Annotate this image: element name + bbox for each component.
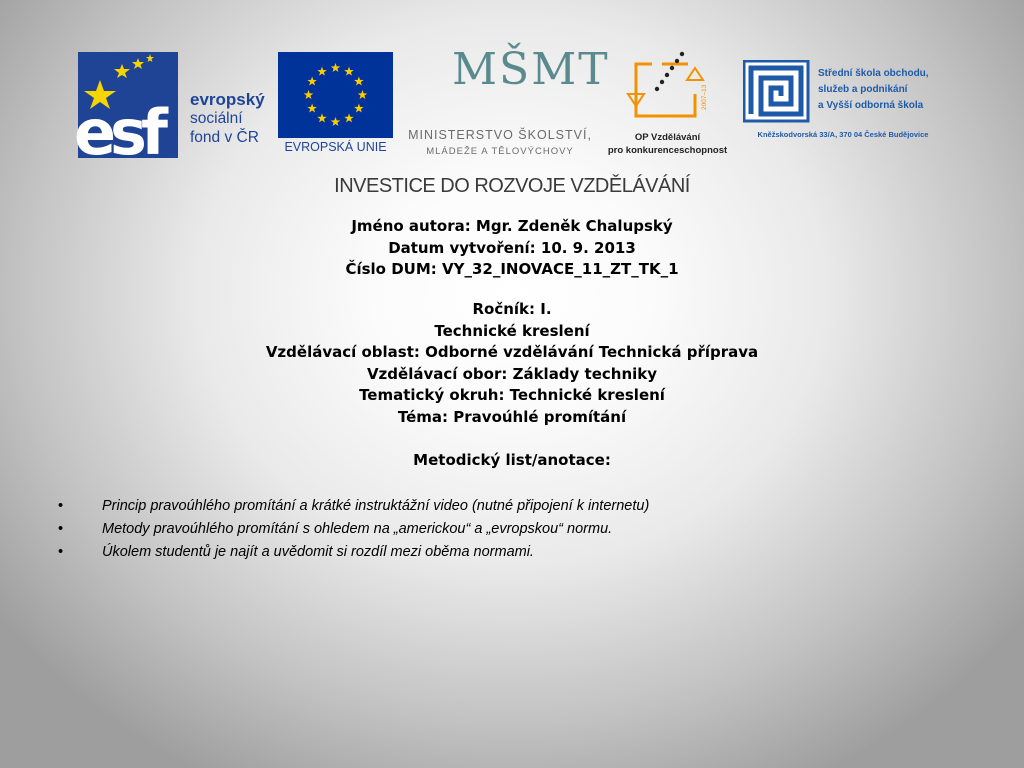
school-logo	[743, 60, 943, 146]
msmt-logo	[400, 44, 610, 160]
bullet-marker: •	[58, 544, 64, 560]
methodical-title: Metodický list/anotace:	[413, 451, 611, 469]
op-label	[600, 131, 735, 157]
grade: Ročník: I.	[472, 300, 552, 318]
bullet-marker: •	[58, 498, 64, 514]
bullet-marker: •	[58, 521, 64, 537]
eu-label: EVROPSKÁ UNIE	[284, 140, 387, 154]
author-name: Jméno autora: Mgr. Zdeněk Chalupský	[351, 217, 673, 235]
op-vertical-text: 2007–13	[701, 84, 708, 110]
thematic-area: Tematický okruh: Technické kreslení	[359, 386, 665, 404]
creation-date: Datum vytvoření: 10. 9. 2013	[388, 238, 636, 257]
esf-line1: evropský	[190, 90, 265, 109]
school-line1: Střední škola obchodu,	[818, 68, 929, 79]
op-mark-icon	[600, 50, 735, 130]
op-line1: OP Vzdělávání	[634, 132, 701, 143]
list-item-text: Princip pravoúhlého promítání a krátké instruktážní video (nutné připojení k internetu)	[102, 498, 650, 514]
eu-flag-icon	[278, 52, 393, 138]
list-item	[58, 518, 649, 541]
msmt-sub: MLÁDEŽE A TĚLOVÝCHOVY	[426, 146, 574, 157]
school-address: Kněžskodvorská 33/A, 370 04 České Budějovice	[757, 130, 929, 139]
subject: Technické kreslení	[434, 321, 590, 340]
school-spiral-icon	[743, 60, 813, 124]
list-item	[58, 495, 649, 518]
eu-logo	[278, 52, 393, 160]
investice-headline: INVESTICE DO ROZVOJE VZDĚLÁVÁNÍ	[334, 175, 690, 197]
dum-number: Číslo DUM: VY_32_INOVACE_11_ZT_TK_1	[345, 260, 679, 278]
school-line2: služeb a podnikání	[818, 84, 908, 95]
author-info	[0, 216, 1024, 281]
esf-text	[190, 90, 265, 147]
school-line3: a Vyšší odborná škola	[818, 100, 924, 111]
esf-line3: fond v ČR	[190, 129, 259, 146]
esf-mark-text: esf	[76, 96, 162, 158]
msmt-name: MINISTERSTVO ŠKOLSTVÍ,	[408, 128, 592, 142]
topic: Téma: Pravoúhlé promítání	[397, 407, 627, 426]
msmt-mark: MŠMT	[452, 44, 610, 95]
op-line2: pro konkurenceschopnost	[607, 145, 728, 156]
education-field: Vzdělávací obor: Základy techniky	[366, 364, 658, 383]
annotation-list	[58, 495, 649, 564]
education-area: Vzdělávací oblast: Odborné vzdělávání Technická příprava	[265, 343, 759, 361]
op-logo	[600, 50, 735, 160]
esf-logo	[76, 52, 276, 158]
school-name	[818, 66, 929, 114]
list-item-text: Metody pravoúhlého promítání s ohledem na „americkou“ a „evropskou“ normu.	[102, 521, 613, 537]
esf-line2: sociální	[190, 110, 243, 127]
course-info	[0, 299, 1024, 428]
list-item-text: Úkolem studentů je najít a uvědomit si rozdíl mezi oběma normami.	[102, 544, 534, 560]
list-item	[58, 541, 649, 564]
